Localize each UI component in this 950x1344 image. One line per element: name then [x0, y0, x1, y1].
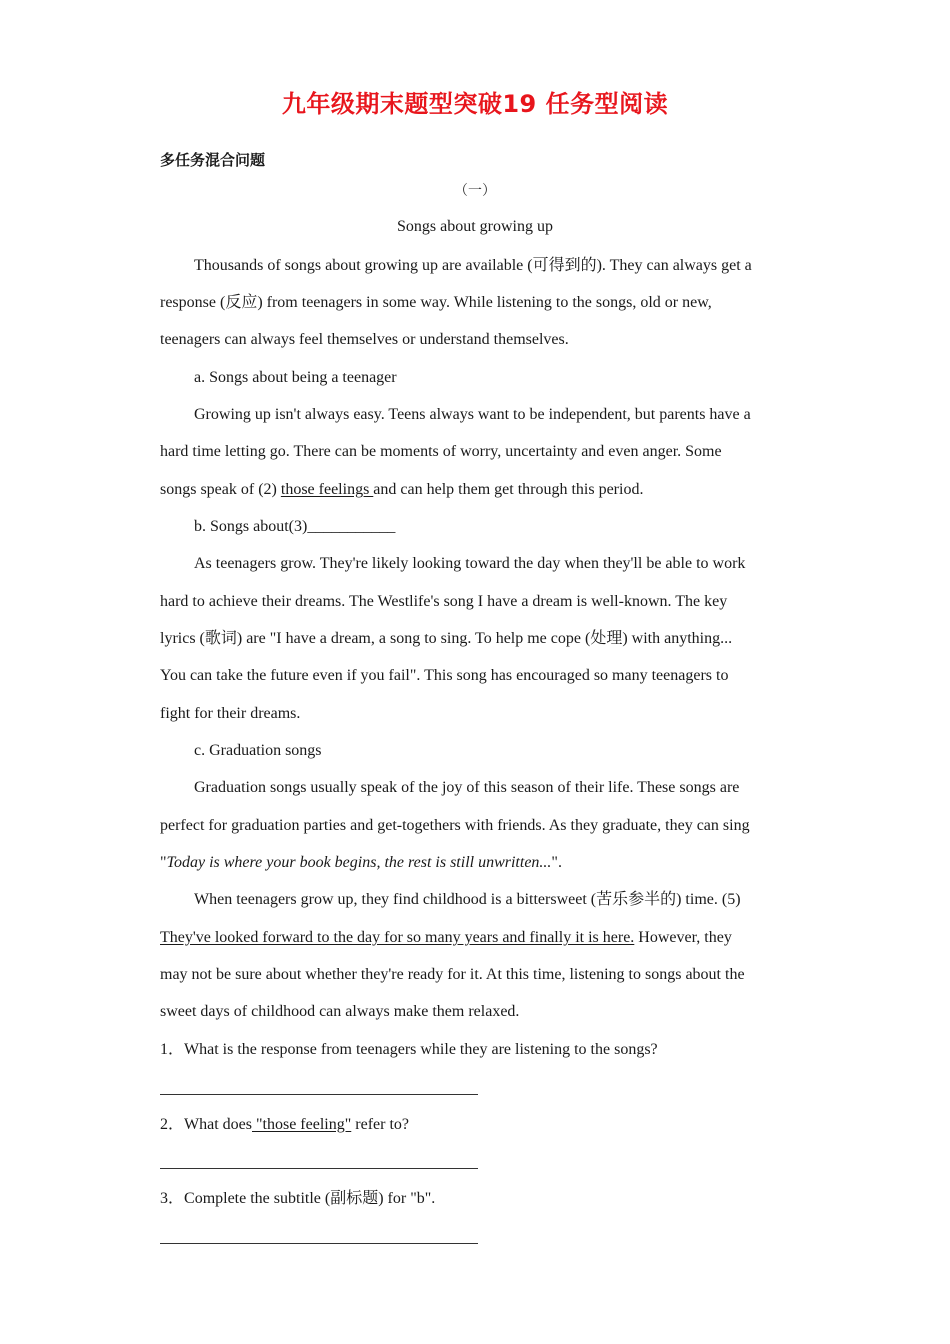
subheading-c: c. Graduation songs: [194, 742, 322, 759]
para-d-line: When teenagers grow up, they find childhood is a bittersweet (苦乐参半的) time. (5): [194, 891, 741, 908]
answer-line[interactable]: [160, 1168, 478, 1169]
part-label: （一）: [454, 184, 496, 199]
question-3: [160, 1189, 800, 1209]
section-heading: 多任务混合问题: [160, 151, 266, 169]
question-number: 3．: [160, 1190, 185, 1207]
answer-line[interactable]: [160, 1243, 478, 1244]
question-text: Complete the subtitle (副标题) for "b".: [184, 1190, 436, 1207]
intro-line: response (反应) from teenagers in some way. While listening to the songs, old or new,: [160, 294, 712, 311]
question-number: 2．: [160, 1116, 185, 1133]
para-d-underlined-line: [160, 928, 800, 948]
subheading-b: b. Songs about(3)___________: [194, 518, 396, 535]
para-d-line: sweet days of childhood can always make them relaxed.: [160, 1003, 520, 1020]
para-c-line: perfect for graduation parties and get-togethers with friends. As they graduate, they can sing: [160, 817, 750, 834]
question-2: [160, 1115, 800, 1135]
question-1: [160, 1040, 800, 1060]
para-b-line: As teenagers grow. They're likely looking toward the day when they'll be able to work: [194, 555, 746, 572]
text-segment: However, they: [634, 929, 732, 946]
para-b-line: lyrics (歌词) are "I have a dream, a song to sing. To help me cope (处理) with anything...: [160, 630, 733, 647]
italic-quote: Today is where your book begins, the rest is still unwritten...: [166, 854, 552, 871]
para-c-line: Graduation songs usually speak of the joy of this season of their life. These songs are: [194, 779, 740, 796]
underlined-sentence: They've looked forward to the day for so many years and finally it is here.: [160, 929, 635, 946]
question-text: refer to?: [351, 1116, 409, 1133]
text-segment: songs speak of (2): [160, 481, 281, 498]
underlined-phrase: those feelings: [280, 481, 374, 498]
passage-title: Songs about growing up: [397, 218, 553, 235]
question-text: What does: [184, 1116, 252, 1133]
para-a-line: Growing up isn't always easy. Teens always want to be independent, but parents have a: [194, 406, 751, 423]
quote-mark: ": [160, 854, 167, 871]
para-a-line: hard time letting go. There can be moments of worry, uncertainty and even anger. Some: [160, 443, 722, 460]
para-b-line: fight for their dreams.: [160, 705, 301, 722]
para-b-line: hard to achieve their dreams. The Westlife's song I have a dream is well-known. The key: [160, 593, 728, 610]
intro-line: teenagers can always feel themselves or understand themselves.: [160, 331, 569, 348]
text-segment: and can help them get through this period.: [373, 481, 644, 498]
document-title: 九年级期末题型突破19 任务型阅读: [281, 90, 669, 118]
answer-line[interactable]: [160, 1094, 478, 1095]
para-a-last-line: [160, 480, 800, 500]
para-b-line: You can take the future even if you fail". This song has encouraged so many teenagers to: [160, 667, 729, 684]
question-number: 1．: [160, 1041, 185, 1058]
para-c-quote-line: [160, 853, 800, 873]
question-text: What is the response from teenagers while they are listening to the songs?: [184, 1041, 658, 1058]
para-d-line: may not be sure about whether they're ready for it. At this time, listening to songs about the: [160, 966, 745, 983]
underlined-phrase: "those feeling": [252, 1116, 352, 1133]
intro-line: Thousands of songs about growing up are available (可得到的). They can always get a: [194, 257, 752, 274]
subheading-a: a. Songs about being a teenager: [194, 369, 397, 386]
quote-mark: ".: [551, 854, 562, 871]
